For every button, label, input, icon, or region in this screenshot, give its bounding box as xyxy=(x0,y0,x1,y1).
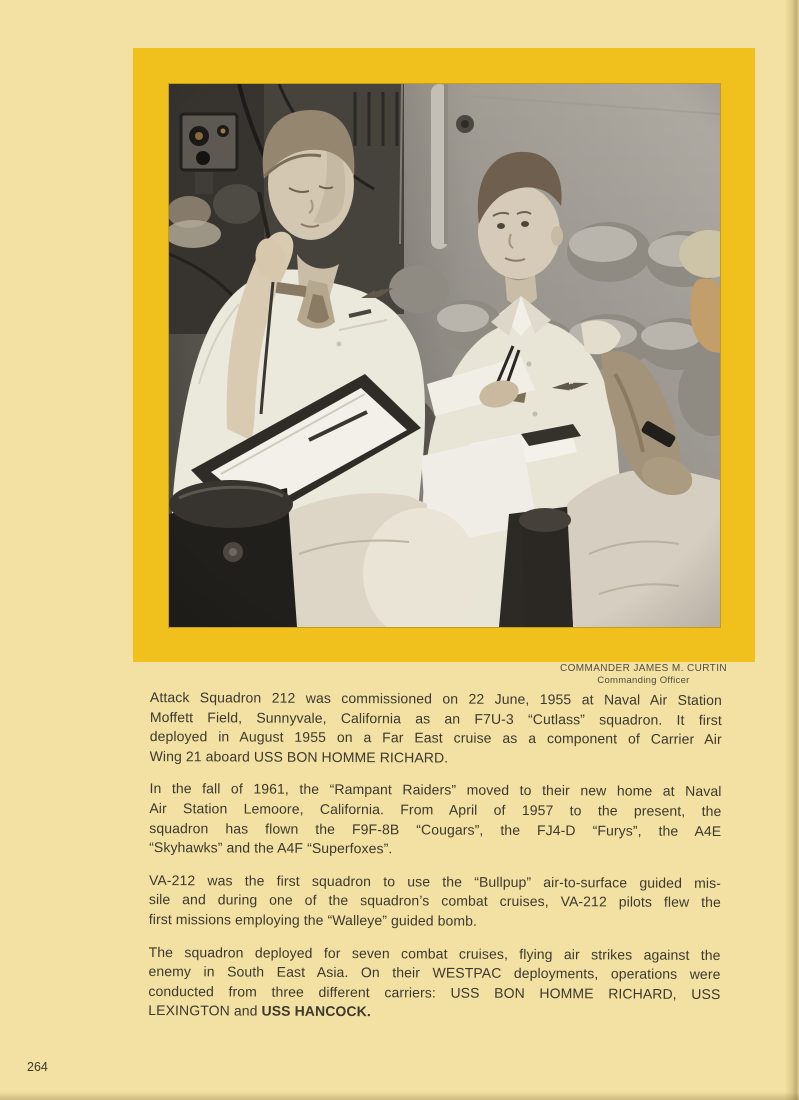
paragraph-combat-cruises xyxy=(148,943,720,1024)
text-line: The squadron deployed for seven combat cruises, flying air strikes against the xyxy=(148,943,721,963)
text-line: conducted from three different carriers: USS BON HOMME RICHARD, USS xyxy=(148,982,721,1002)
page-edge-shadow-bottom xyxy=(0,1092,799,1100)
paragraph-rampant-raiders xyxy=(149,779,721,860)
caption-commander-name: COMMANDER JAMES M. CURTIN xyxy=(559,663,727,674)
text-line: VA-212 was the first squadron to use the “Bullpup” air-to-surface guided mis- xyxy=(148,871,722,891)
text-line: deployed in August 1955 on a Far East cruise as a component of Carrier Air xyxy=(149,728,722,748)
photo-frame xyxy=(133,48,755,662)
body-text xyxy=(148,688,722,1037)
text-line: sile and during one of the squadron’s combat cruises, VA-212 pilots flew the xyxy=(148,891,721,911)
photo-caption xyxy=(560,663,727,686)
text-line-bold-segment: USS HANCOCK. xyxy=(261,1002,371,1020)
text-line: Moffett Field, Sunnyvale, California as an F7U-3 “Cutlass” squadron. It first xyxy=(149,708,722,728)
paragraph-commissioning xyxy=(150,688,722,769)
text-line: Wing 21 aboard USS BON HOMME RICHARD. xyxy=(149,747,449,766)
text-line: In the fall of 1961, the “Rampant Raiders” moved to their new home at Naval xyxy=(149,780,722,800)
page-edge-shadow-right xyxy=(785,0,799,1100)
text-line: squadron has flown the F9F-8B “Cougars”, the FJ4-D “Furys”, the A4E xyxy=(149,819,722,839)
text-line: first missions employing the “Walleye” guided bomb. xyxy=(148,910,478,929)
text-line: enemy in South East Asia. On their WESTPAC deployments, operations were xyxy=(148,963,721,983)
photo-two-officers xyxy=(169,84,720,627)
paragraph-bullpup-walleye xyxy=(149,871,721,933)
text-line xyxy=(148,1001,720,1024)
text-line: Air Station Lemoore, California. From April of 1957 to the present, the xyxy=(149,799,722,819)
caption-title: Commanding Officer xyxy=(597,674,690,686)
text-line: “Skyhawks” and the A4F “Superfoxes”. xyxy=(149,839,393,857)
text-line-segment: LEXINGTON and xyxy=(148,1002,262,1019)
page-number: 264 xyxy=(27,1060,48,1074)
photo-vignette xyxy=(169,84,720,627)
text-line: Attack Squadron 212 was commissioned on 22 June, 1955 at Naval Air Station xyxy=(149,689,722,708)
